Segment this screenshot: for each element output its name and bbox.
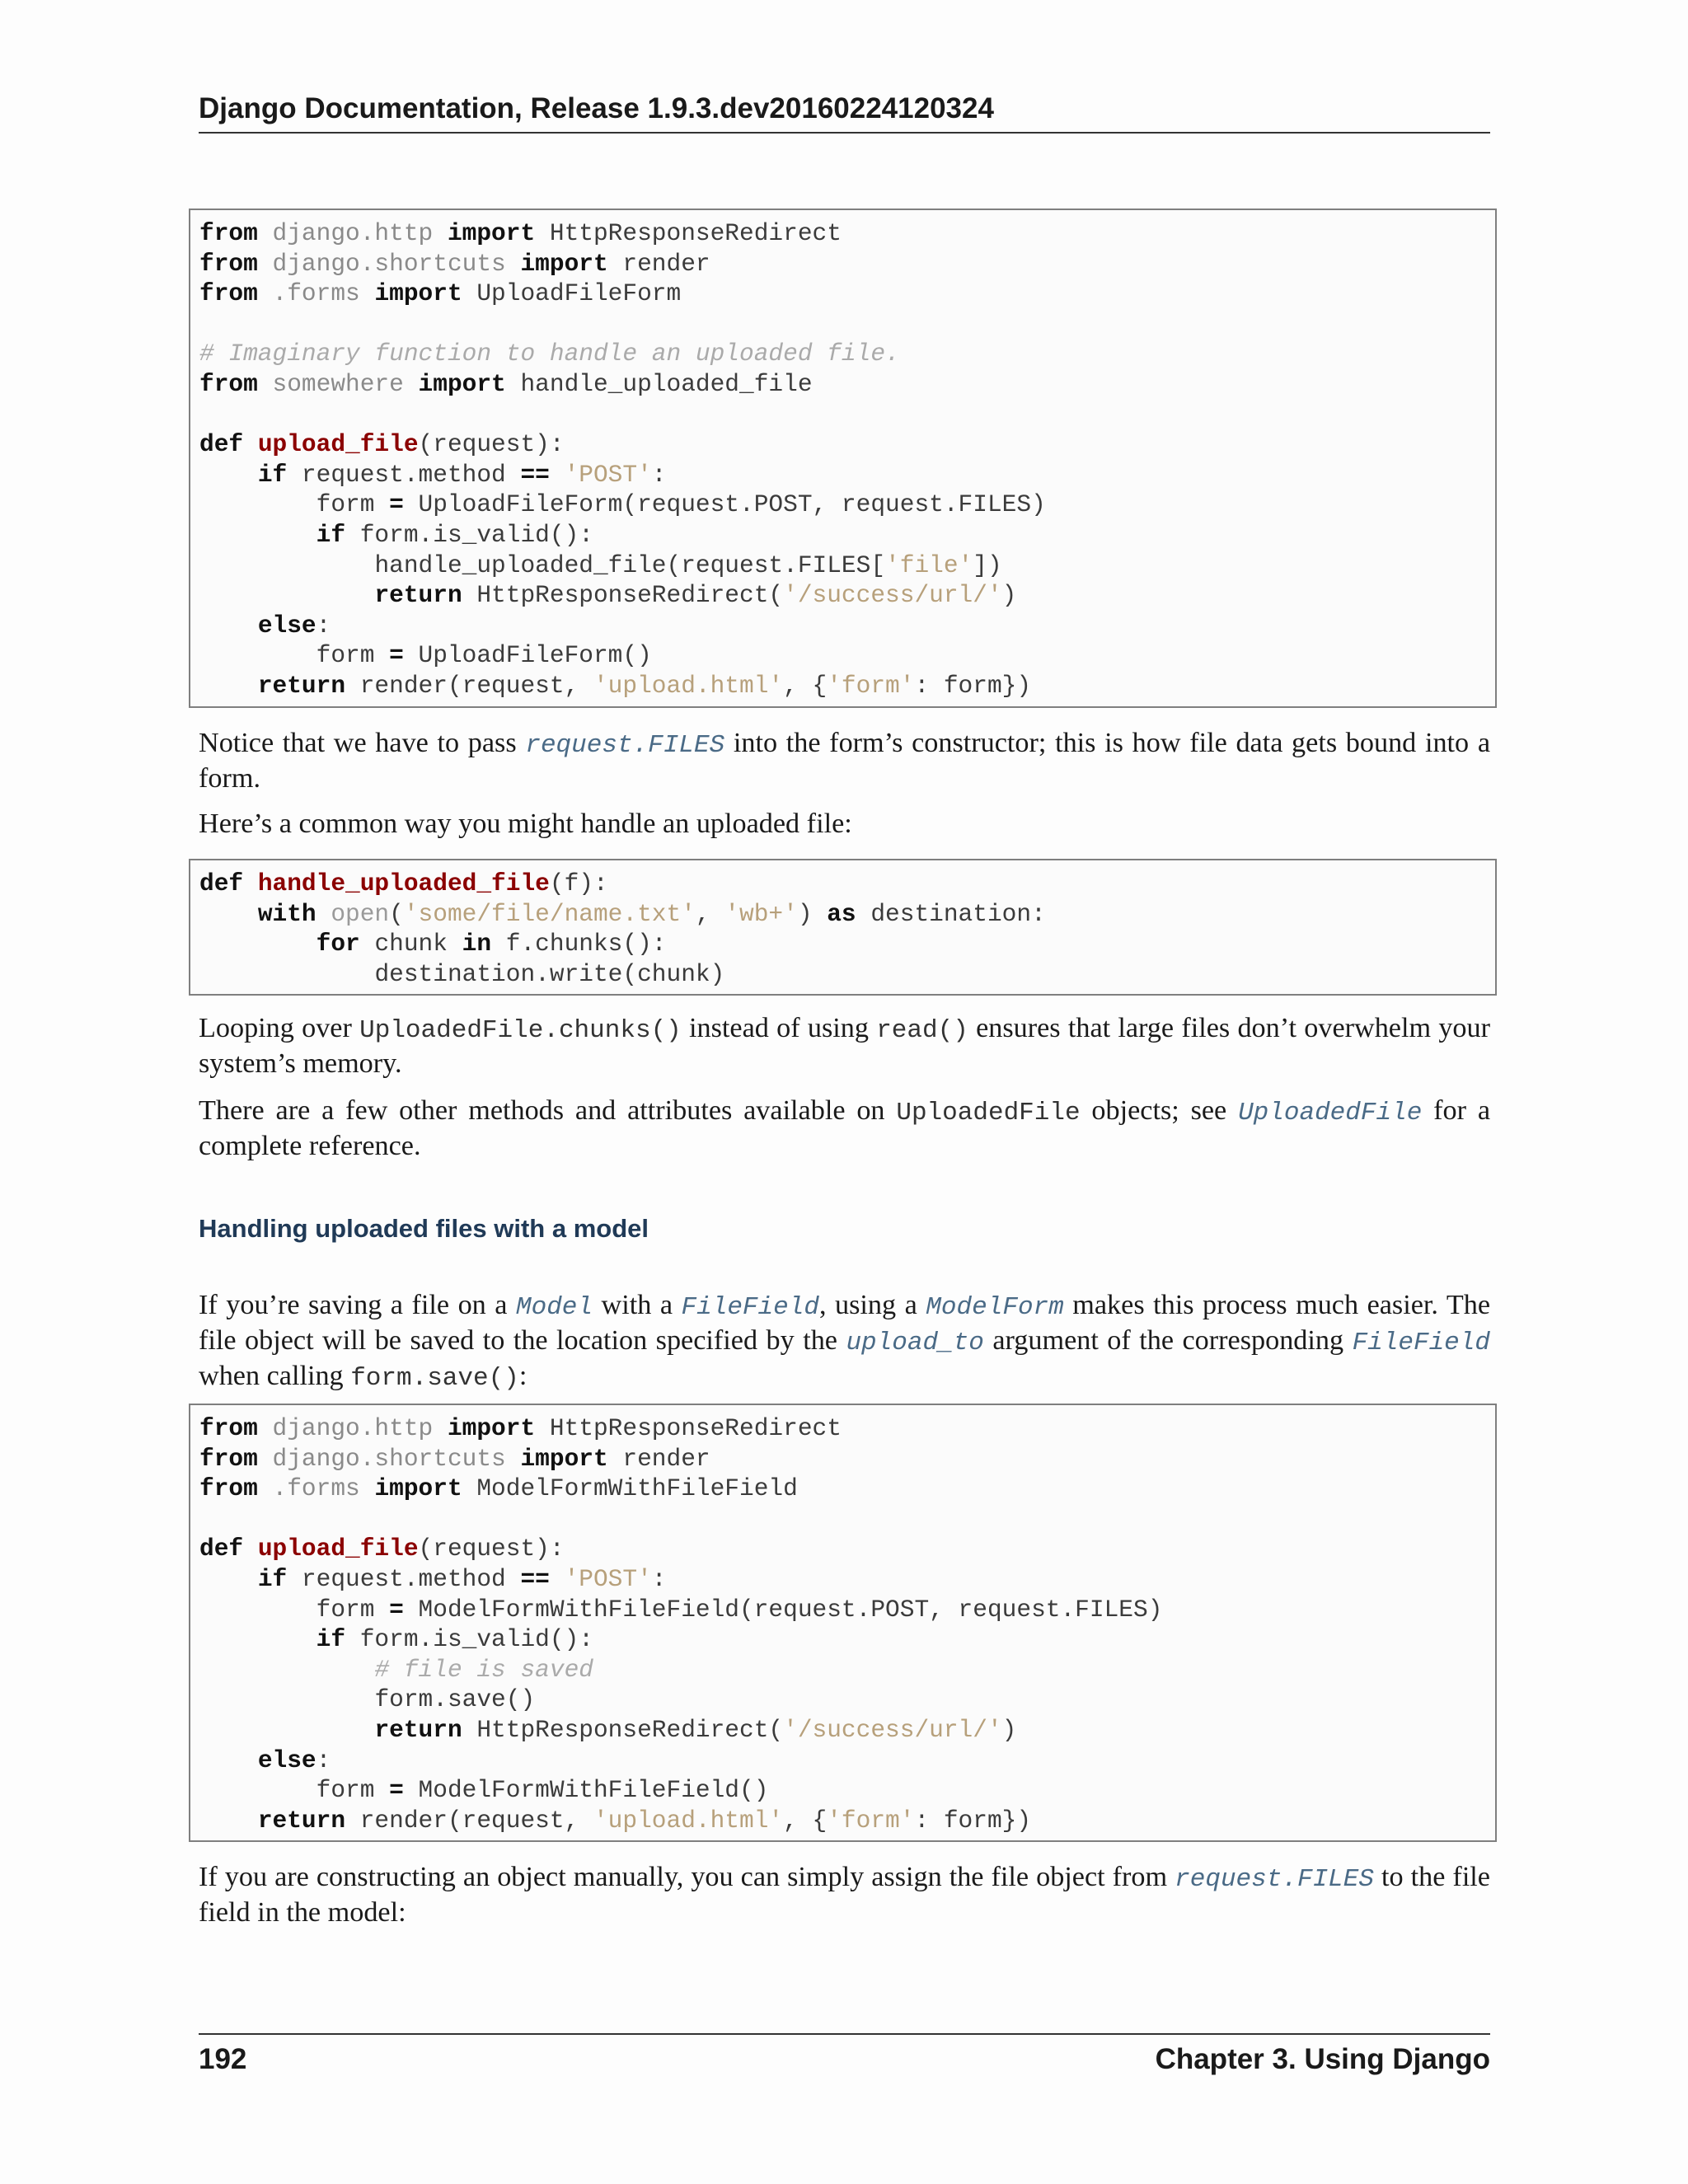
code-string: '/success/url/' [783, 581, 1002, 610]
code-token: form.is_valid(): [359, 520, 593, 549]
code-token: .forms [272, 279, 360, 308]
code-token: ( [389, 899, 404, 928]
code-token: if [257, 460, 288, 489]
code-token: def [199, 1535, 244, 1563]
text: Notice that we have to pass [199, 728, 526, 758]
code-function-name: upload_file [257, 430, 419, 459]
code-token: : form}) [914, 671, 1032, 700]
code-token: return [374, 581, 462, 610]
text: when calling [199, 1361, 351, 1391]
code-token: .forms [272, 1474, 360, 1503]
text: If you’re saving a file on a [199, 1290, 516, 1320]
code-token: django.shortcuts [272, 1444, 506, 1473]
text: objects; see [1080, 1095, 1239, 1126]
code-string: 'wb+' [724, 899, 798, 928]
code-token: destination: [870, 899, 1046, 928]
code-token: if [316, 1625, 346, 1654]
code-token: else [257, 611, 316, 640]
code-token: ModelFormWithFileField() [418, 1776, 769, 1805]
code-token: : [651, 1564, 667, 1593]
code-token: if [257, 1564, 288, 1593]
code-block-upload-file-view [189, 209, 1497, 708]
code-token: from [199, 369, 258, 398]
code-string: 'form' [827, 1806, 915, 1835]
code-token: : [316, 611, 331, 640]
code-comment: # file is saved [374, 1655, 593, 1684]
chapter-title: Chapter 3. Using Django [1155, 2043, 1490, 2075]
paragraph-common-way: Here’s a common way you might handle an uploaded file: [199, 808, 852, 839]
link-request-files[interactable]: request.FILES [525, 731, 725, 760]
code-token: destination.write(chunk) [374, 959, 725, 988]
code-token: ModelFormWithFileField [476, 1474, 798, 1503]
code-token: from [199, 279, 258, 308]
code-token: render [622, 249, 710, 278]
code-token: : form}) [914, 1806, 1032, 1835]
code-token: request.method [301, 460, 506, 489]
code-token: as [827, 899, 856, 928]
code-token: return [257, 1806, 346, 1835]
page-header [199, 91, 1490, 134]
code-token: from [199, 219, 258, 247]
code-token: import [374, 1474, 462, 1503]
text: There are a few other methods and attributes available on [199, 1095, 897, 1126]
link-request-files[interactable]: request.FILES [1175, 1865, 1374, 1894]
paragraph-model-saving [199, 1289, 1490, 1395]
code-token: form.is_valid(): [359, 1625, 593, 1654]
code-function-name: upload_file [257, 1535, 419, 1563]
code-token: from [199, 1414, 258, 1442]
text: , using a [818, 1290, 926, 1320]
code-token: , { [783, 671, 828, 700]
link-filefield[interactable]: FileField [1352, 1329, 1490, 1357]
code-token: for [316, 930, 360, 958]
code-token: from [199, 1444, 258, 1473]
code-token: in [462, 930, 492, 958]
code-token: django.shortcuts [272, 249, 506, 278]
code-token: form [316, 1776, 375, 1805]
code-token: : [651, 460, 667, 489]
code-token: import [447, 219, 536, 247]
code-token: UploadFileForm [476, 279, 682, 308]
code-token: ) [797, 899, 813, 928]
text: argument of the corresponding [983, 1325, 1353, 1356]
code-token: = [389, 1776, 404, 1805]
code-token: (f): [549, 869, 608, 898]
link-upload-to[interactable]: upload_to [846, 1329, 984, 1357]
text: If you are constructing an object manually, you can simply assign the file object from [199, 1862, 1175, 1892]
link-modelform[interactable]: ModelForm [926, 1293, 1064, 1322]
text: for a complete reference. [199, 1095, 1490, 1161]
code-string: 'POST' [564, 1564, 652, 1593]
code-token: else [257, 1746, 316, 1774]
code-token: : [316, 1746, 331, 1774]
code-token: with [257, 899, 316, 928]
code-token: form [316, 490, 375, 519]
code-token: HttpResponseRedirect [549, 219, 842, 247]
code-comment: # Imaginary function to handle an uploaded file. [199, 340, 900, 368]
code-token: = [389, 641, 404, 670]
code-token: handle_uploaded_file(request.FILES[ [374, 551, 886, 579]
code-string: 'upload.html' [593, 1806, 784, 1835]
code-token: def [199, 869, 244, 898]
code-token: import [374, 279, 462, 308]
code-token: HttpResponseRedirect( [476, 581, 784, 610]
code-token: import [520, 249, 608, 278]
text: : [518, 1361, 528, 1391]
text: into the form’s constructor; this is how file data gets bound into a form. [199, 728, 1490, 794]
code-string: '/success/url/' [783, 1715, 1002, 1744]
code-token: UploadFileForm() [418, 641, 652, 670]
code-function-name: handle_uploaded_file [257, 869, 550, 898]
code-string: 'some/file/name.txt' [403, 899, 696, 928]
code-token: == [520, 1564, 550, 1593]
code-token: ) [1001, 581, 1017, 610]
inline-code: form.save() [350, 1364, 519, 1393]
code-token: , { [783, 1806, 828, 1835]
code-token: HttpResponseRedirect( [476, 1715, 784, 1744]
code-token: form [316, 1595, 375, 1624]
code-token: chunk [374, 930, 448, 958]
code-token: return [374, 1715, 462, 1744]
document-title: Django Documentation, Release 1.9.3.dev20160224120324 [199, 92, 994, 124]
code-token: == [520, 460, 550, 489]
code-token: form.save() [374, 1685, 536, 1714]
code-token: import [447, 1414, 536, 1442]
code-string: 'upload.html' [593, 671, 784, 700]
page-number: 192 [199, 2043, 247, 2075]
code-token: def [199, 430, 244, 459]
paragraph-looping [199, 1012, 1490, 1080]
code-token: request.method [301, 1564, 506, 1593]
code-token: f.chunks(): [505, 930, 667, 958]
code-token: from [199, 249, 258, 278]
code-token: ) [1001, 1715, 1017, 1744]
code-token: (request): [418, 430, 565, 459]
code-string: 'form' [827, 671, 915, 700]
page-footer [199, 2033, 1490, 2078]
code-string: 'file' [885, 551, 973, 579]
paragraph-other-methods [199, 1094, 1490, 1163]
code-block-model-upload-view [189, 1404, 1497, 1842]
text: to the file field in the model: [199, 1862, 1490, 1928]
code-token: UploadFileForm(request.POST, request.FILES) [418, 490, 1046, 519]
text: ensures that large files don’t overwhelm your system’s memory. [199, 1013, 1490, 1079]
code-token: handle_uploaded_file [520, 369, 813, 398]
code-token: django.http [272, 1414, 434, 1442]
link-model[interactable]: Model [515, 1293, 593, 1322]
code-token: form [316, 641, 375, 670]
text: Looping over [199, 1013, 360, 1043]
inline-code: UploadedFile.chunks() [359, 1016, 682, 1045]
code-token: from [199, 1474, 258, 1503]
code-token: ]) [973, 551, 1002, 579]
paragraph-request-files [199, 727, 1490, 795]
text: with a [593, 1290, 682, 1320]
code-token: import [520, 1444, 608, 1473]
section-heading: Handling uploaded files with a model [199, 1214, 649, 1243]
code-token: django.http [272, 219, 434, 247]
code-builtin: open [331, 899, 390, 928]
link-filefield[interactable]: FileField [681, 1293, 819, 1322]
inline-code: UploadedFile [896, 1099, 1081, 1127]
code-token: , [695, 899, 725, 928]
paragraph-manual-assign [199, 1861, 1490, 1929]
code-token: = [389, 490, 404, 519]
link-uploadedfile[interactable]: UploadedFile [1238, 1099, 1423, 1127]
inline-code: read() [876, 1016, 968, 1045]
code-token: import [418, 369, 506, 398]
code-token: = [389, 1595, 404, 1624]
text: makes this process much easier. The file object will be saved to the location specified by the [199, 1290, 1490, 1356]
code-token: render [622, 1444, 710, 1473]
code-token: somewhere [272, 369, 404, 398]
code-token: ModelFormWithFileField(request.POST, request.FILES) [418, 1595, 1163, 1624]
code-block-handle-uploaded-file [189, 859, 1497, 996]
code-token: HttpResponseRedirect [549, 1414, 842, 1442]
code-token: return [257, 671, 346, 700]
text: instead of using [681, 1013, 877, 1043]
code-token: render(request, [359, 1806, 593, 1835]
code-token: (request): [418, 1535, 565, 1563]
code-token: if [316, 520, 346, 549]
code-string: 'POST' [564, 460, 652, 489]
code-token: render(request, [359, 671, 593, 700]
